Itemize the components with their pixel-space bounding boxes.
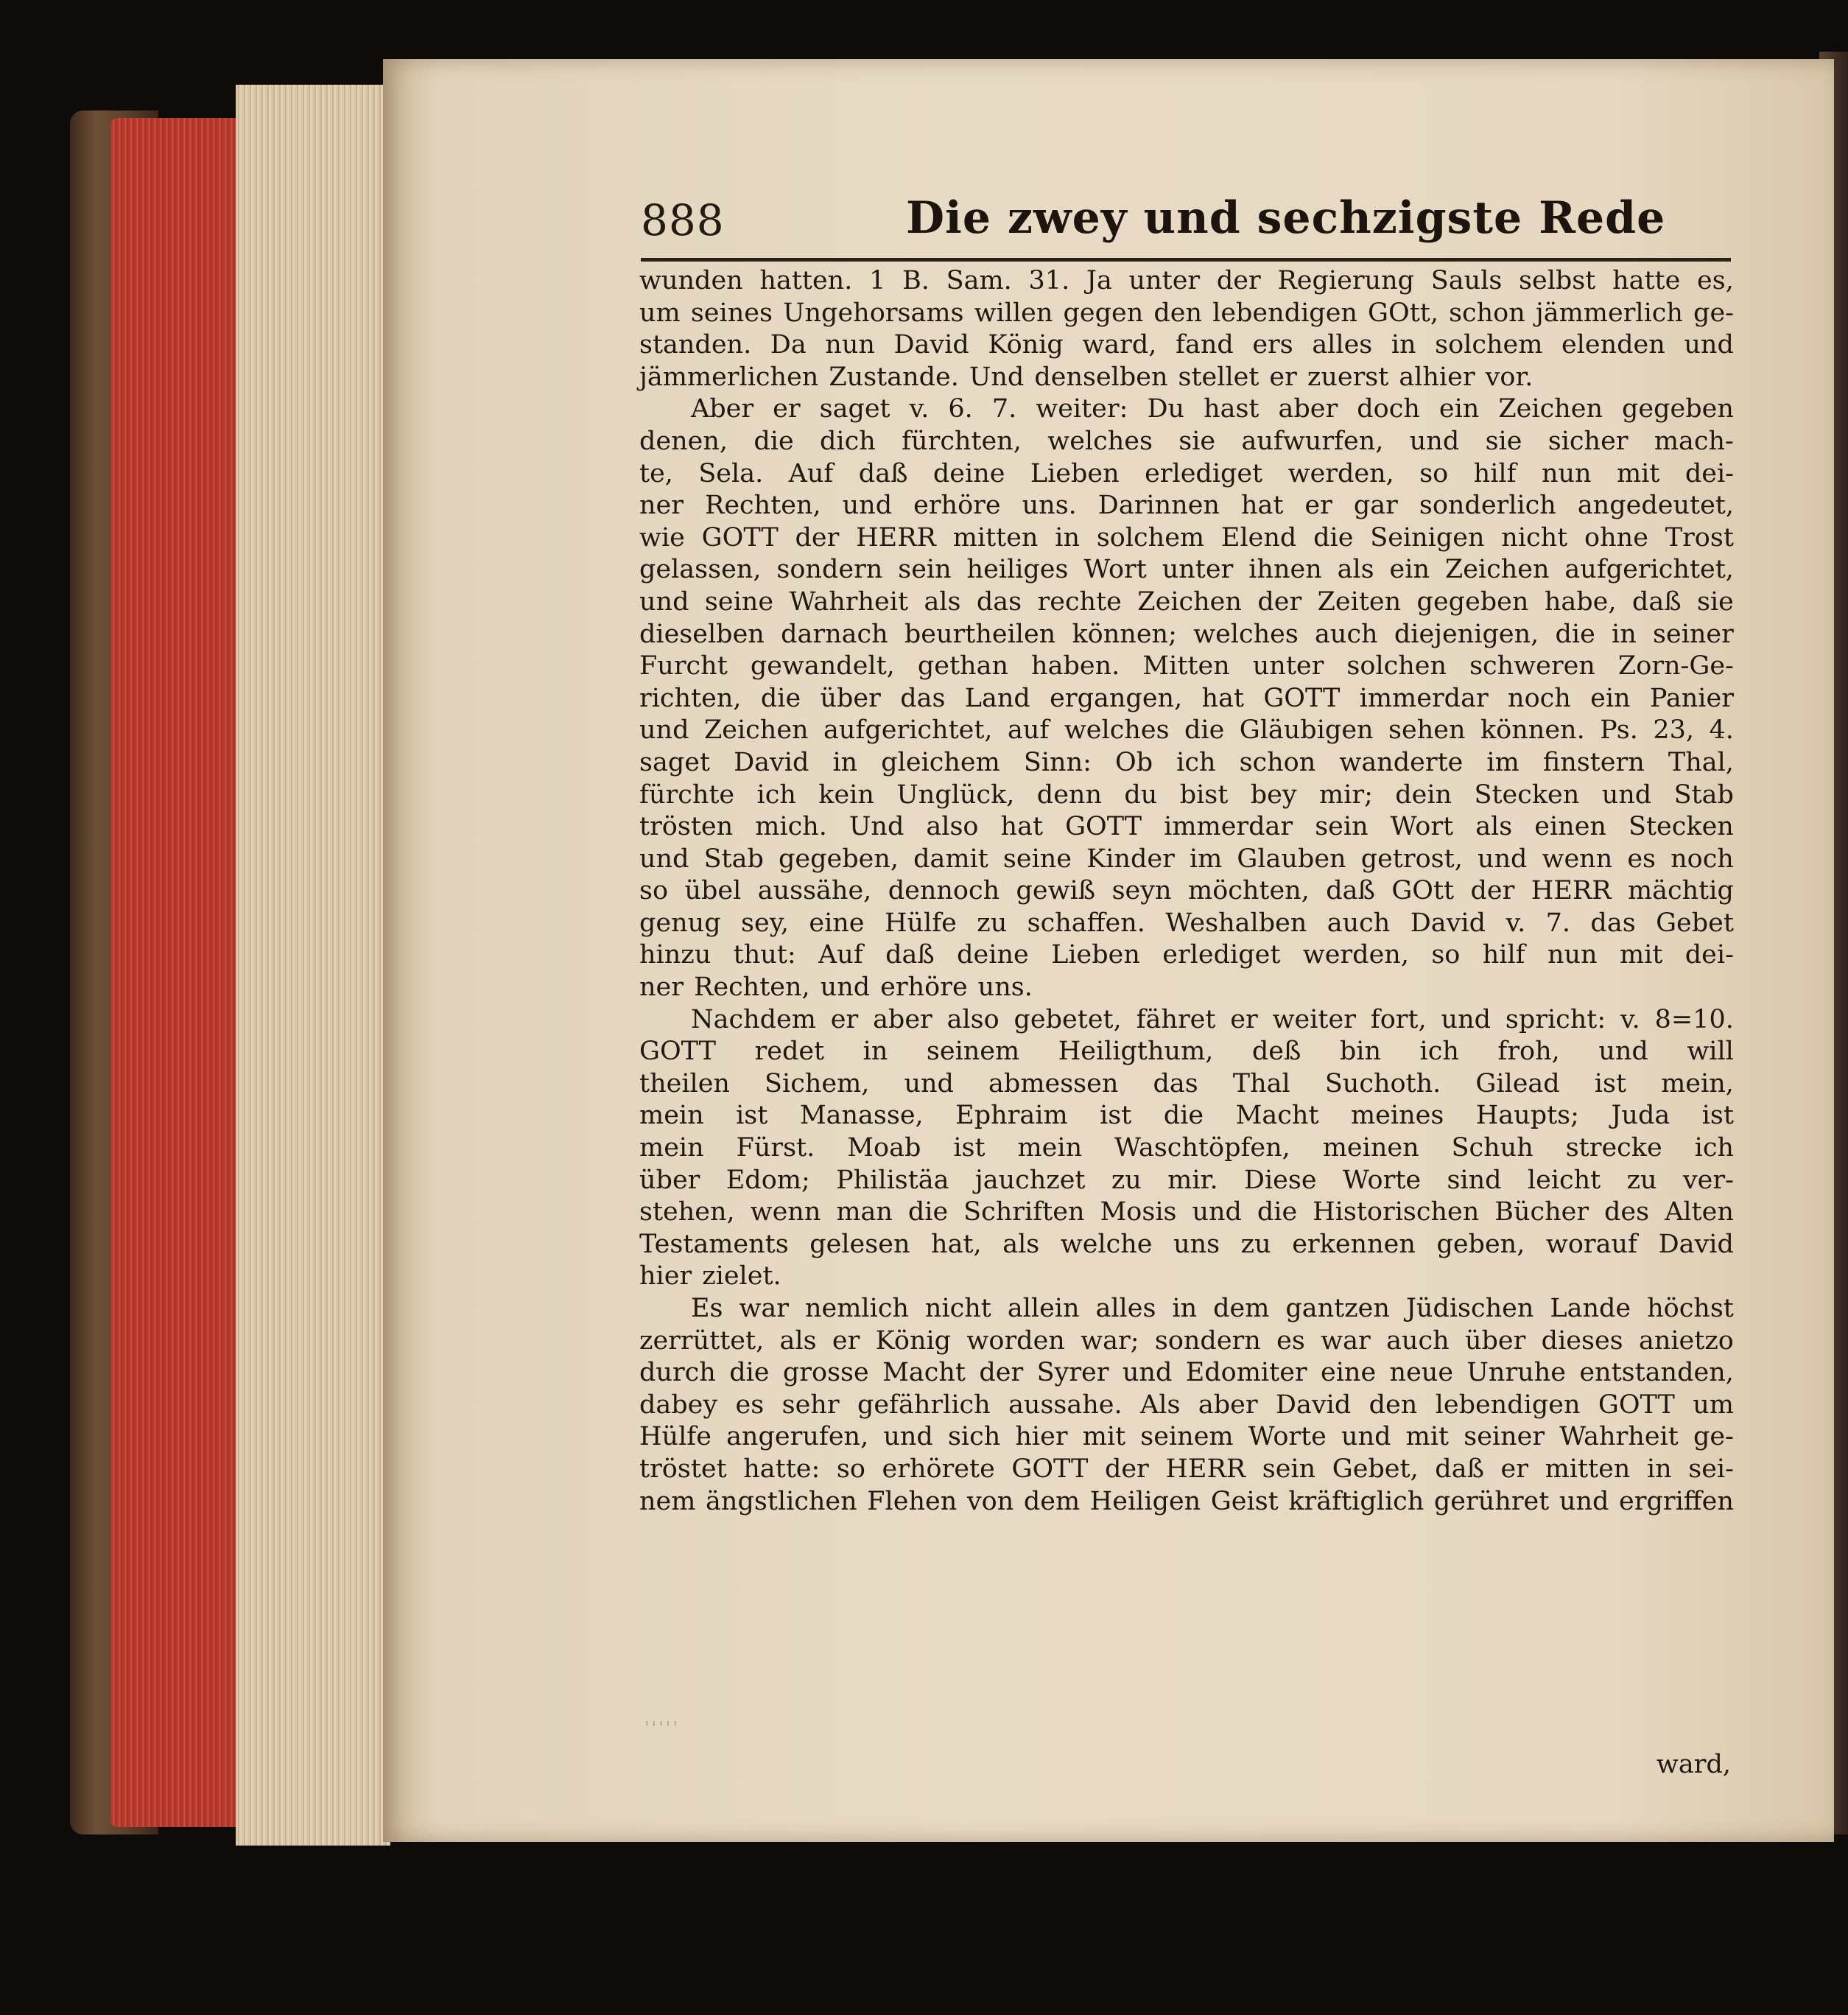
library-stamp: ꞌꞌꞌꞌꞌ	[644, 1718, 680, 1739]
text-line: standen. Da nun David König ward, fand ers alles in solchem elenden und	[639, 330, 1734, 360]
text-line: mein Fürst. Moab ist mein Waschtöpfen, meinen Schuh strecke ich	[639, 1133, 1734, 1163]
text-line: dabey es sehr gefährlich aussahe. Als aber David den lebendigen GOTT um	[639, 1390, 1734, 1420]
text-line: und Zeichen aufgerichtet, auf welches die Gläubigen sehen können. Ps. 23, 4.	[639, 715, 1734, 746]
text-line: te, Sela. Auf daß deine Lieben erlediget werden, so hilf nun mit dei-	[639, 458, 1734, 488]
text-line: tröstet hatte: so erhörete GOTT der HERR sein Gebet, daß er mitten in sei-	[639, 1454, 1734, 1484]
text-line: stehen, wenn man die Schriften Mosis und die Historischen Bücher des Alten	[639, 1197, 1734, 1227]
text-line: GOTT redet in seinem Heiligthum, deß bin ich froh, und will	[639, 1037, 1734, 1067]
text-line: ner Rechten, und erhöre uns. Darinnen hat er gar sonderlich angedeutet,	[639, 491, 1734, 521]
text-line: nem ängstlichen Flehen von dem Heiligen Geist kräftiglich gerühret und ergriffen	[639, 1486, 1734, 1516]
text-line: durch die grosse Macht der Syrer und Edomiter eine neue Unruhe entstanden,	[639, 1358, 1734, 1388]
text-line: mein ist Manasse, Ephraim ist die Macht meines Haupts; Juda ist	[639, 1101, 1734, 1131]
text-line: so übel aussähe, dennoch gewiß seyn möchten, daß GOtt der HERR mächtig	[639, 876, 1734, 906]
text-line: und seine Wahrheit als das rechte Zeichen der Zeiten gegeben habe, daß sie	[639, 586, 1734, 617]
text-line: jämmerlichen Zustande. Und denselben stellet er zuerst alhier vor.	[639, 362, 1533, 392]
text-line: um seines Ungehorsams willen gegen den lebendigen GOtt, schon jämmerlich ge-	[639, 298, 1734, 328]
red-page-edges	[110, 118, 239, 1827]
text-line: ner Rechten, und erhöre uns.	[639, 973, 1033, 1003]
text-line: Nachdem er aber also gebetet, fähret er weiter fort, und spricht: v. 8=10.	[691, 1004, 1734, 1034]
header-rule	[641, 258, 1731, 262]
text-line: Testaments gelesen hat, als welche uns zu erkennen geben, worauf David	[639, 1229, 1734, 1259]
text-line: hier zielet.	[639, 1261, 781, 1292]
text-line: fürchte ich kein Unglück, denn du bist bey mir; dein Stecken und Stab	[639, 779, 1734, 810]
text-line: wunden hatten. 1 B. Sam. 31. Ja unter der Regierung Sauls selbst hatte es,	[639, 266, 1734, 295]
running-head: Die zwey und sechzigste Rede	[906, 192, 1666, 244]
text-line: denen, die dich fürchten, welches sie aufwurfen, und sie sicher mach-	[639, 426, 1734, 456]
text-line: genug sey, eine Hülfe zu schaffen. Weshalben auch David v. 7. das Gebet	[639, 908, 1734, 938]
page-number: 888	[641, 195, 725, 245]
page-stack-edges	[236, 85, 390, 1846]
text-line: Furcht gewandelt, gethan haben. Mitten unter solchen schweren Zorn-Ge-	[639, 651, 1734, 681]
text-line: trösten mich. Und also hat GOTT immerdar sein Wort als einen Stecken	[639, 812, 1734, 842]
text-line: dieselben darnach beurtheilen können; welches auch diejenigen, die in seiner	[639, 619, 1734, 649]
text-line: zerrüttet, als er König worden war; sondern es war auch über dieses anietzo	[639, 1325, 1734, 1356]
text-line: gelassen, sondern sein heiliges Wort unter ihnen als ein Zeichen aufgerichtet,	[639, 555, 1734, 585]
text-line: wie GOTT der HERR mitten in solchem Elend die Seinigen nicht ohne Trost	[639, 522, 1734, 553]
page-header	[641, 192, 1731, 254]
text-line: und Stab gegeben, damit seine Kinder im Glauben getrost, und wenn es noch	[639, 844, 1734, 874]
text-line: Hülfe angerufen, und sich hier mit seinem Worte und mit seiner Wahrheit ge-	[639, 1422, 1734, 1452]
text-line: über Edom; Philistäa jauchzet zu mir. Diese Worte sind leicht zu ver-	[639, 1165, 1734, 1195]
text-line: hinzu thut: Auf daß deine Lieben erlediget werden, so hilf nun mit dei-	[639, 940, 1734, 970]
text-line: richten, die über das Land ergangen, hat GOTT immerdar noch ein Panier	[639, 683, 1734, 713]
catchword: ward,	[1656, 1750, 1731, 1779]
text-line: theilen Sichem, und abmessen das Thal Suchoth. Gilead ist mein,	[639, 1068, 1734, 1098]
text-line: Es war nemlich nicht allein alles in dem gantzen Jüdischen Lande höchst	[691, 1294, 1734, 1323]
text-line: Aber er saget v. 6. 7. weiter: Du hast aber doch ein Zeichen gegeben	[691, 394, 1734, 424]
text-line: saget David in gleichem Sinn: Ob ich schon wanderte im finstern Thal,	[639, 747, 1734, 777]
body-text	[639, 265, 1734, 1739]
